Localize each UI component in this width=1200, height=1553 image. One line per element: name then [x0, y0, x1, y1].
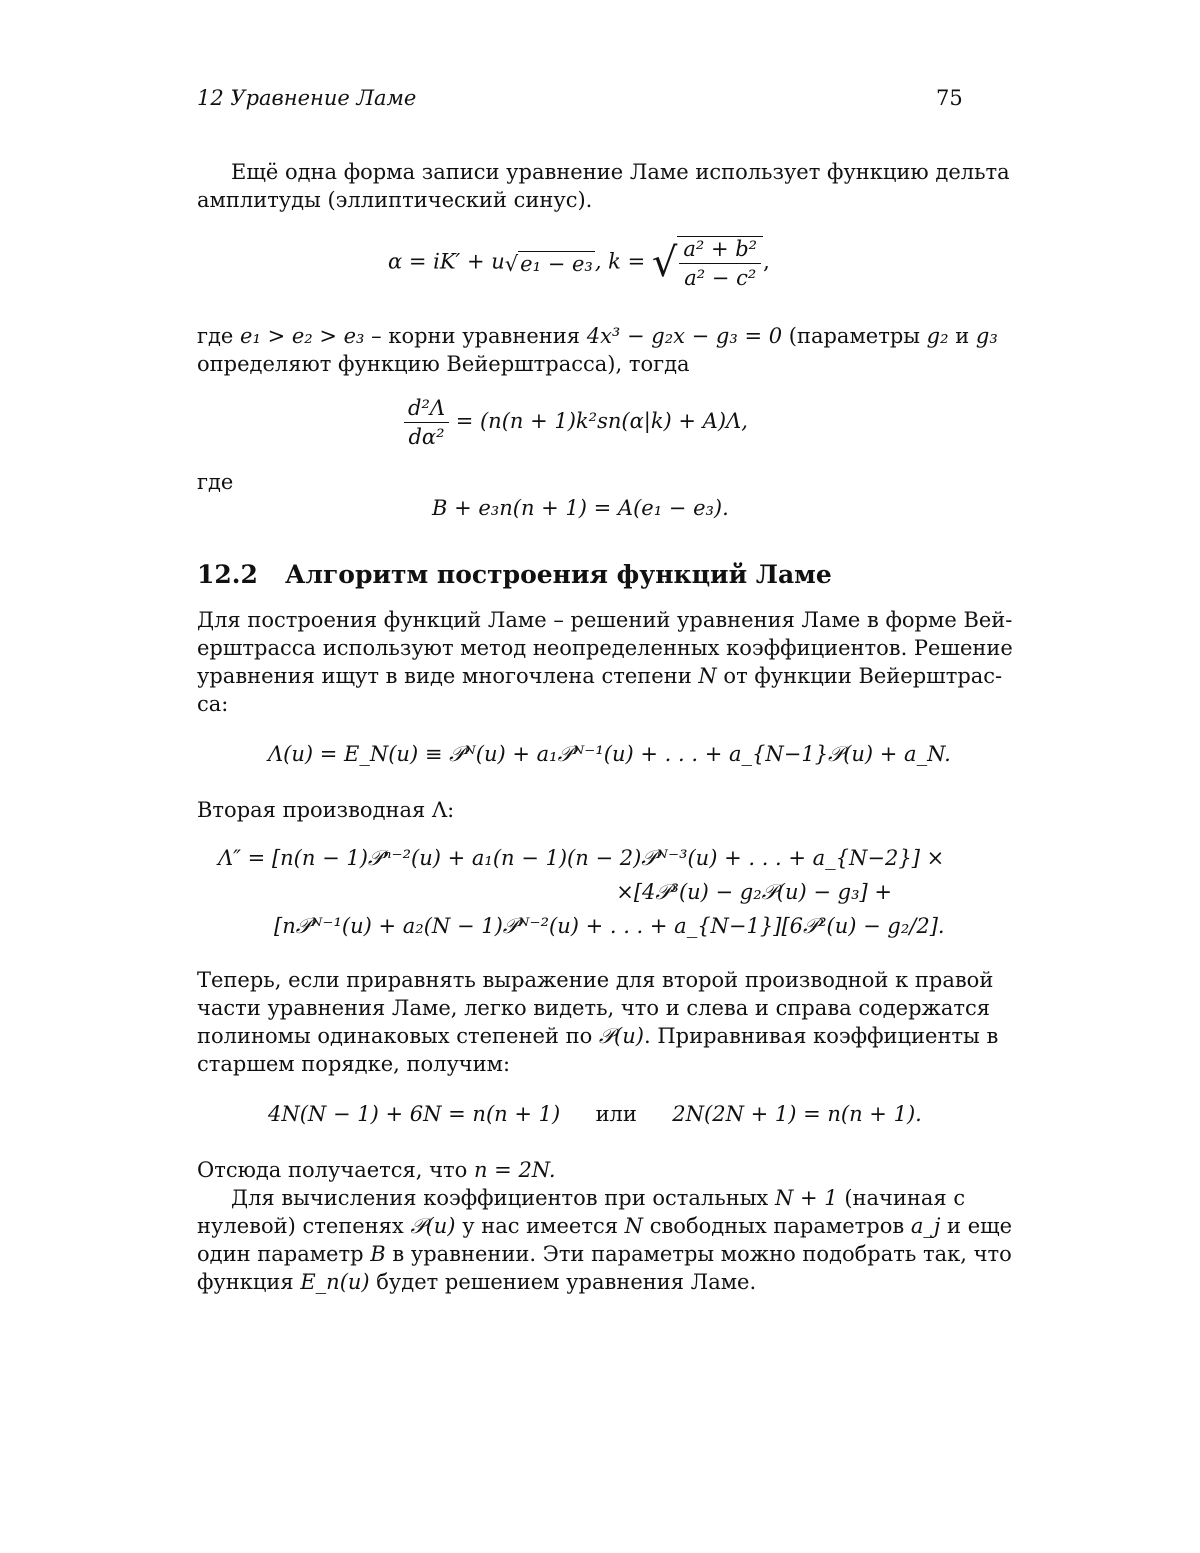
- text-run: и еще: [940, 1214, 1013, 1238]
- formula-second-derivative-l1: Λ″ = [n(n − 1)𝒫ⁿ⁻²(u) + a₁(n − 1)(n − 2)𝒫ᴺ⁻³(u) + . . . + a_{N−2}] ×: [218, 846, 945, 870]
- section-number: 12.2: [197, 560, 258, 589]
- text-run: (параметры: [782, 324, 927, 348]
- formula-part: B: [370, 1242, 386, 1266]
- text-run: от функции Вейерштрас-: [716, 664, 1003, 688]
- text-run: свободных параметров: [643, 1214, 911, 1238]
- formula-second-derivative-l3: [n𝒫ᴺ⁻¹(u) + a₂(N − 1)𝒫ᴺ⁻²(u) + . . . + a_{N−1}][6𝒫²(u) − g₂/2].: [274, 914, 945, 938]
- paragraph-line: [197, 1240, 1012, 1268]
- formula-part: 2N(2N + 1) = n(n + 1).: [672, 1102, 922, 1126]
- formula-part: N: [698, 664, 717, 688]
- paragraph-line: [197, 1184, 966, 1212]
- formula-part: α = iK′ + u: [388, 249, 505, 274]
- paragraph-line: [197, 1212, 1013, 1240]
- paragraph-line: [197, 662, 1003, 690]
- paragraph-line: амплитуды (эллиптический синус).: [197, 188, 593, 212]
- paragraph-line: [197, 1022, 999, 1050]
- formula-part: 𝒫(u): [598, 1024, 644, 1048]
- section-title: Алгоритм построения функций Ламе: [285, 560, 832, 589]
- formula-lambda-series: Λ(u) = E_N(u) ≡ 𝒫ᴺ(u) + a₁𝒫ᴺ⁻¹(u) + . . . + a_{N−1}𝒫(u) + a_N.: [268, 742, 951, 766]
- formula-part: 4N(N − 1) + 6N = n(n + 1): [268, 1102, 561, 1126]
- formula-part: N: [624, 1214, 644, 1238]
- text-run: Для вычисления коэффициентов при остальных: [231, 1186, 775, 1210]
- text-run: и: [948, 324, 976, 348]
- text-run: у нас имеется: [455, 1214, 625, 1238]
- text-run: один параметр: [197, 1242, 371, 1266]
- paragraph-line: ерштрасса используют метод неопределенных коэффициентов. Решение: [197, 636, 1013, 660]
- formula-part: e₁ > e₂ > e₃: [240, 324, 365, 348]
- formula-part: a_j: [910, 1214, 941, 1238]
- running-header: 12 Уравнение Ламе: [197, 86, 417, 110]
- formula-part: e₁ − e₃: [520, 251, 593, 276]
- formula-part: a² + b²: [679, 237, 761, 264]
- paragraph-line: части уравнения Ламе, легко видеть, что и слева и справа содержатся: [197, 996, 991, 1020]
- formula-degree-matching: [268, 1102, 922, 1126]
- paragraph-line: са:: [197, 692, 229, 716]
- text-run: или: [595, 1102, 637, 1126]
- sqrt-symbol: √e₁ − e₃: [504, 251, 593, 276]
- formula-part: , k =: [594, 249, 646, 274]
- sqrt-symbol: √ $\frac{\text{a² + b²}}{\text{a² − c²}}$ ,: [651, 237, 770, 290]
- formula-part: = (n(n + 1)k²sn(α|k) + A)Λ,: [455, 409, 748, 433]
- formula-part: 4x³ − g₂x − g₃ = 0: [586, 324, 783, 348]
- formula-b-relation: B + e₃n(n + 1) = A(e₁ − e₃).: [432, 496, 729, 520]
- page-number: 75: [936, 86, 963, 110]
- paragraph-line: [197, 1268, 960, 1296]
- paragraph-line: где: [197, 470, 234, 494]
- paragraph-line: Ещё одна форма записи уравнение Ламе использует функцию дельта: [231, 160, 1010, 184]
- formula-part: N + 1: [774, 1186, 838, 1210]
- formula-part: a² − c²: [684, 266, 757, 290]
- paragraph-line: Вторая производная Λ:: [197, 798, 455, 822]
- formula-part: d²Λ: [404, 396, 449, 423]
- text-run: . Приравнивая коэффициенты в: [643, 1024, 999, 1048]
- formula-ode: [404, 396, 748, 449]
- section-heading: [197, 560, 832, 589]
- formula-part: n = 2N.: [473, 1158, 556, 1182]
- formula-second-derivative-l2: ×[4𝒫³(u) − g₂𝒫(u) − g₃] +: [616, 880, 892, 904]
- paragraph-line: старшем порядке, получим:: [197, 1052, 511, 1076]
- formula-part: g₂: [926, 324, 949, 348]
- paragraph-line: [197, 322, 998, 350]
- formula-part: 𝒫(u): [410, 1214, 456, 1238]
- text-run: Отсюда получается, что: [197, 1158, 474, 1182]
- text-run: будет решением уравнения Ламе.: [369, 1270, 757, 1294]
- formula-part: g₃: [975, 324, 998, 348]
- paragraph-line: Теперь, если приравнять выражение для второй производной к правой: [197, 968, 994, 992]
- text-run: (начиная с: [837, 1186, 966, 1210]
- paragraph-line: Для построения функций Ламе – решений уравнения Ламе в форме Вей-: [197, 608, 1013, 632]
- formula-part: dα²: [408, 425, 445, 449]
- paragraph-line: [197, 1156, 960, 1184]
- text-run: нулевой) степенях: [197, 1214, 411, 1238]
- text-run: где: [197, 324, 241, 348]
- formula-alpha-k: [388, 236, 770, 290]
- text-run: уравнения ищут в виде многочлена степени: [197, 664, 699, 688]
- fraction: [404, 396, 449, 449]
- fraction: [677, 236, 763, 290]
- text-run: функция: [197, 1270, 301, 1294]
- formula-part: E_n(u): [300, 1270, 370, 1294]
- text-run: – корни уравнения: [364, 324, 587, 348]
- paragraph-line: определяют функцию Вейерштрасса), тогда: [197, 352, 690, 376]
- text-run: в уравнении. Эти параметры можно подобрать так, что: [385, 1242, 1012, 1266]
- text-run: полиномы одинаковых степеней по: [197, 1024, 599, 1048]
